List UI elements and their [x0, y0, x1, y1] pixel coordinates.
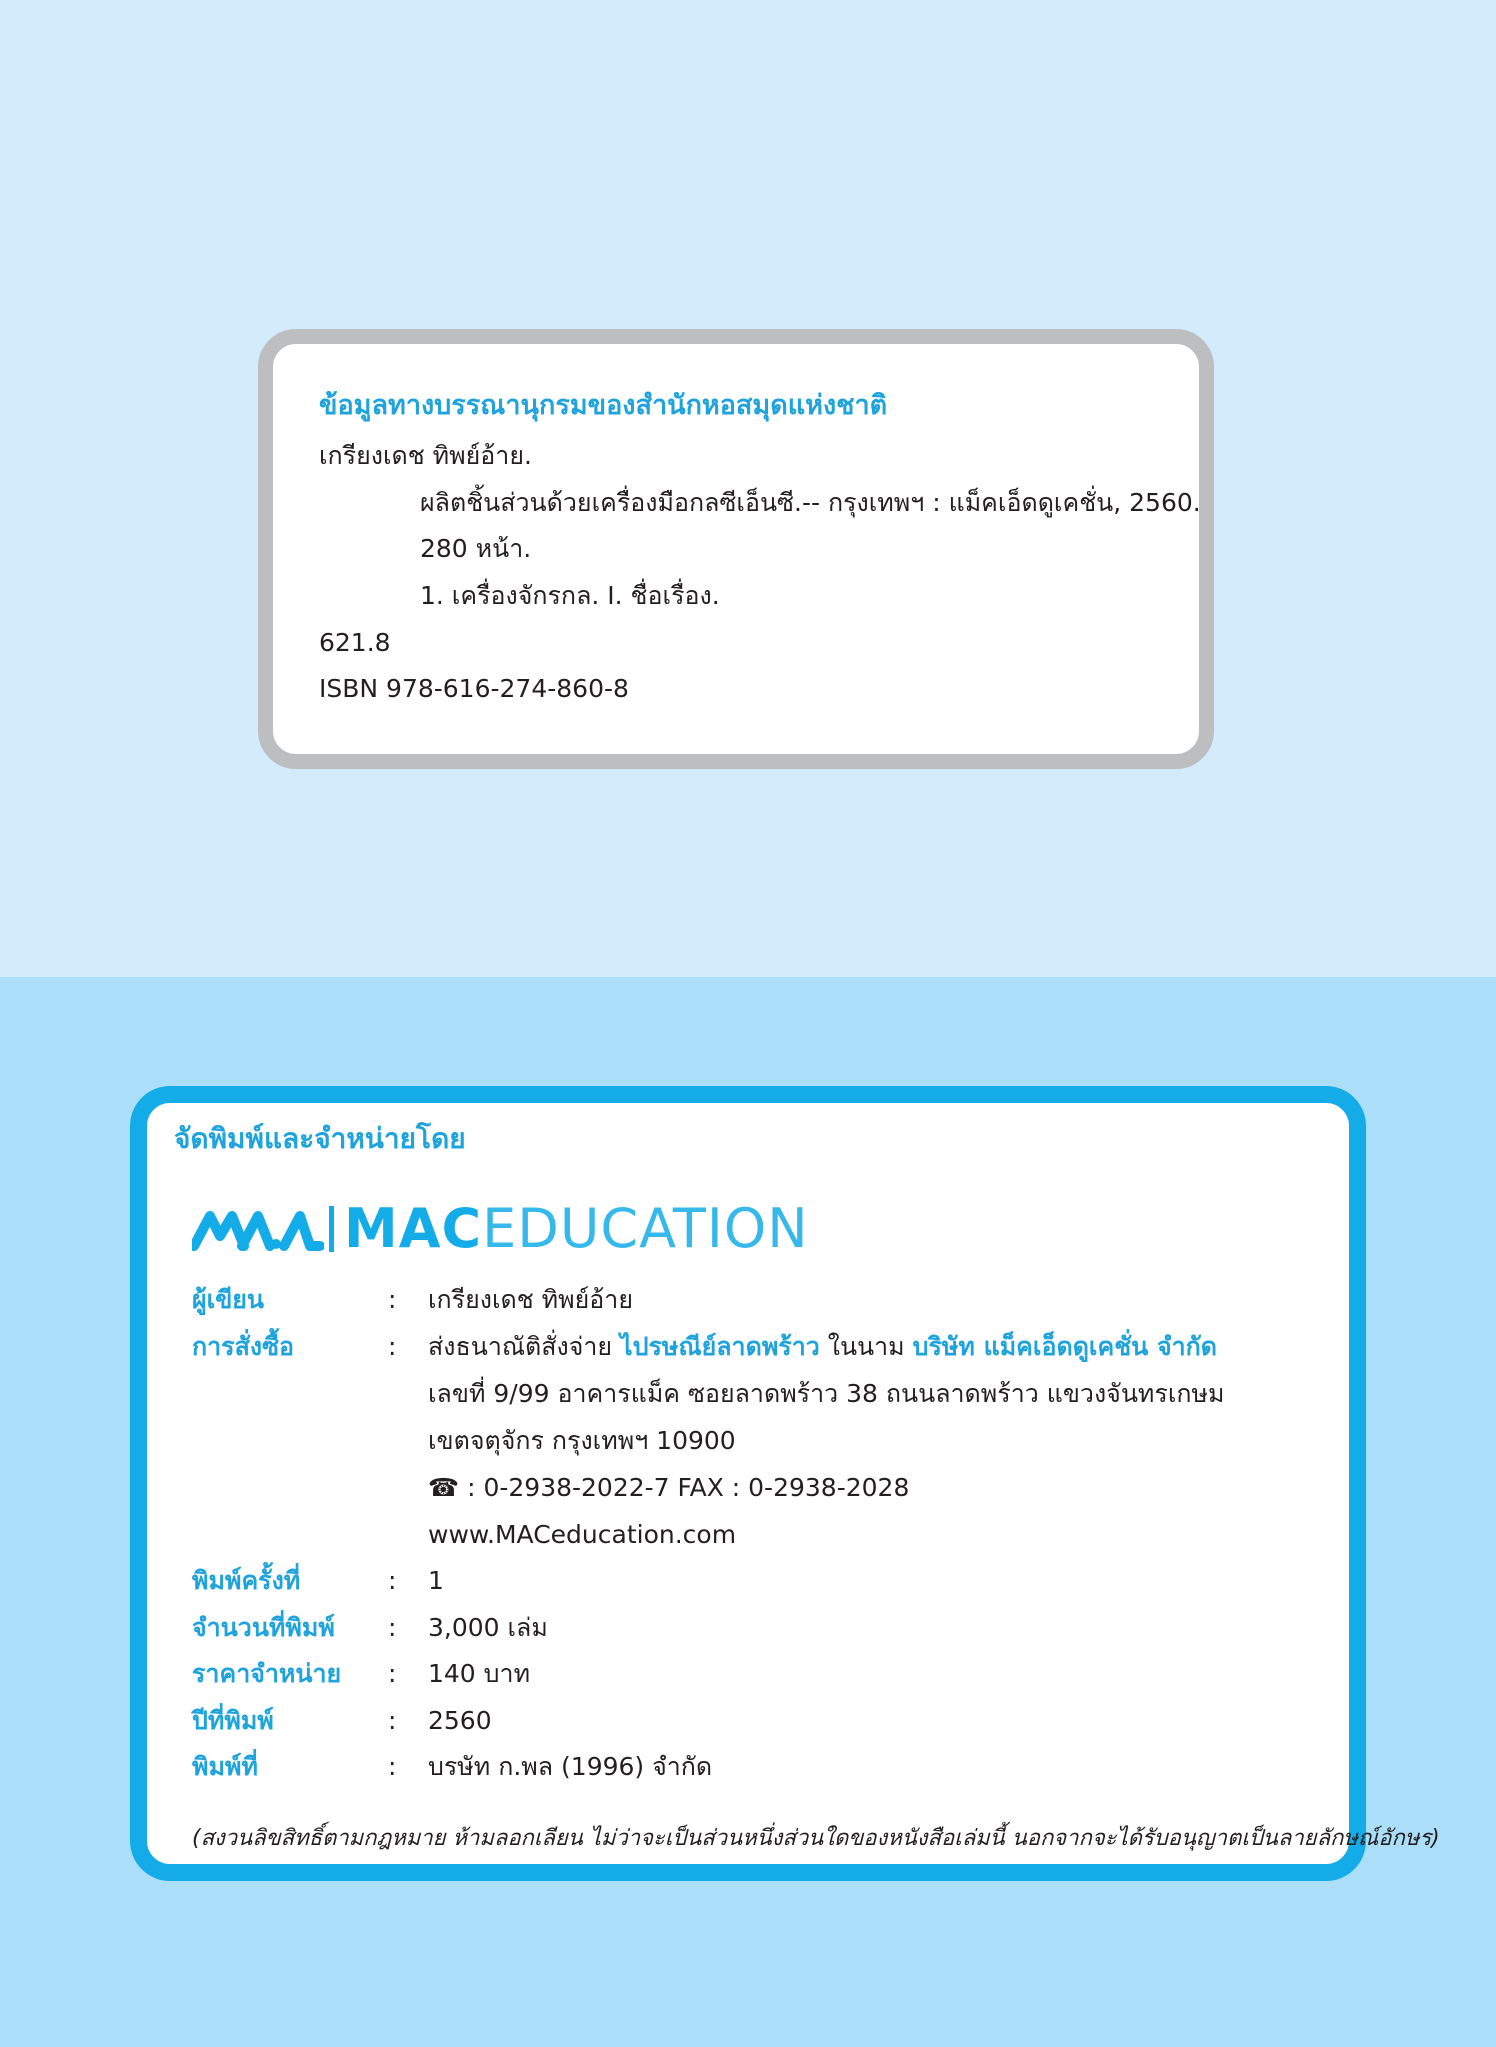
year-value: 2560	[428, 1706, 492, 1735]
order-text-2: ในนาม	[819, 1332, 913, 1361]
copies-colon: :	[388, 1613, 397, 1642]
order-colon: :	[388, 1332, 397, 1361]
author-label: ผู้เขียน	[192, 1285, 265, 1314]
address-line-2: เขตจตุจักร กรุงเทพฯ 10900	[428, 1426, 736, 1455]
edition-value: 1	[428, 1566, 444, 1595]
price-label: ราคาจำหน่าย	[192, 1659, 342, 1688]
price-value: 140 บาท	[428, 1659, 531, 1688]
address-line-1: เลขที่ 9/99 อาคารแม็ค ซอยลาดพร้าว 38 ถนนลาดพร้าว แขวงจันทรเกษม	[428, 1379, 1225, 1408]
price-colon: :	[388, 1659, 397, 1688]
cip-pages: 280 หน้า.	[420, 534, 532, 563]
phone-icon: ☎	[428, 1473, 460, 1502]
cip-subjects: 1. เครื่องจักรกล. I. ชื่อเรื่อง.	[420, 581, 720, 610]
mac-logo-mark-icon	[192, 1202, 324, 1256]
cip-class-number: 621.8	[319, 628, 391, 657]
cip-author: เกรียงเดช ทิพย์อ้าย.	[319, 441, 532, 470]
order-company: บริษัท แม็คเอ็ดดูเคชั่น จำกัด	[912, 1332, 1218, 1361]
edition-colon: :	[388, 1566, 397, 1595]
phone-fax-numbers: : 0-2938-2022-7 FAX : 0-2938-2028	[459, 1473, 910, 1502]
author-colon: :	[388, 1285, 397, 1314]
website-link[interactable]: www.MACeducation.com	[428, 1520, 737, 1549]
copies-value: 3,000 เล่ม	[428, 1613, 548, 1642]
cip-publication-line: ผลิตชิ้นส่วนด้วยเครื่องมือกลซีเอ็นซี.-- กรุงเทพฯ : แม็คเอ็ดดูเคชั่น, 2560.	[420, 488, 1201, 517]
printer-value: บรษัท ก.พล (1996) จำกัด	[428, 1752, 713, 1781]
cip-isbn: ISBN 978-616-274-860-8	[319, 674, 629, 703]
logo-wordmark-education: EDUCATION	[482, 1197, 809, 1260]
year-colon: :	[388, 1706, 397, 1735]
logo-wordmark	[344, 1197, 809, 1260]
order-label: การสั่งซื้อ	[192, 1332, 295, 1361]
printer-label: พิมพ์ที่	[192, 1752, 258, 1781]
order-post-office: ไปรษณีย์ลาดพร้าว	[620, 1332, 820, 1361]
logo-divider	[329, 1206, 334, 1252]
publisher-heading: จัดพิมพ์และจำหน่ายโดย	[174, 1122, 466, 1155]
phone-line	[428, 1470, 909, 1506]
author-value: เกรียงเดช ทิพย์อ้าย	[428, 1285, 633, 1314]
year-label: ปีที่พิมพ์	[192, 1706, 274, 1735]
cip-title: ข้อมูลทางบรรณานุกรมของสำนักหอสมุดแห่งชาติ	[319, 390, 888, 421]
order-value	[428, 1329, 1217, 1365]
printer-colon: :	[388, 1752, 397, 1781]
edition-label: พิมพ์ครั้งที่	[192, 1566, 301, 1595]
logo-wordmark-mac: MAC	[344, 1197, 483, 1260]
mac-education-logo	[192, 1197, 1152, 1260]
copies-label: จำนวนที่พิมพ์	[192, 1613, 335, 1642]
copyright-notice: (สงวนลิขสิทธิ์ตามกฎหมาย ห้ามลอกเลียน ไม่ว่าจะเป็นส่วนหนึ่งส่วนใดของหนังสือเล่มนี้ นอกจากจะได้รับอนุญาตเป็นลายลักษณ์อักษร)	[192, 1826, 1440, 1851]
order-text-1: ส่งธนาณัติสั่งจ่าย	[428, 1332, 621, 1361]
